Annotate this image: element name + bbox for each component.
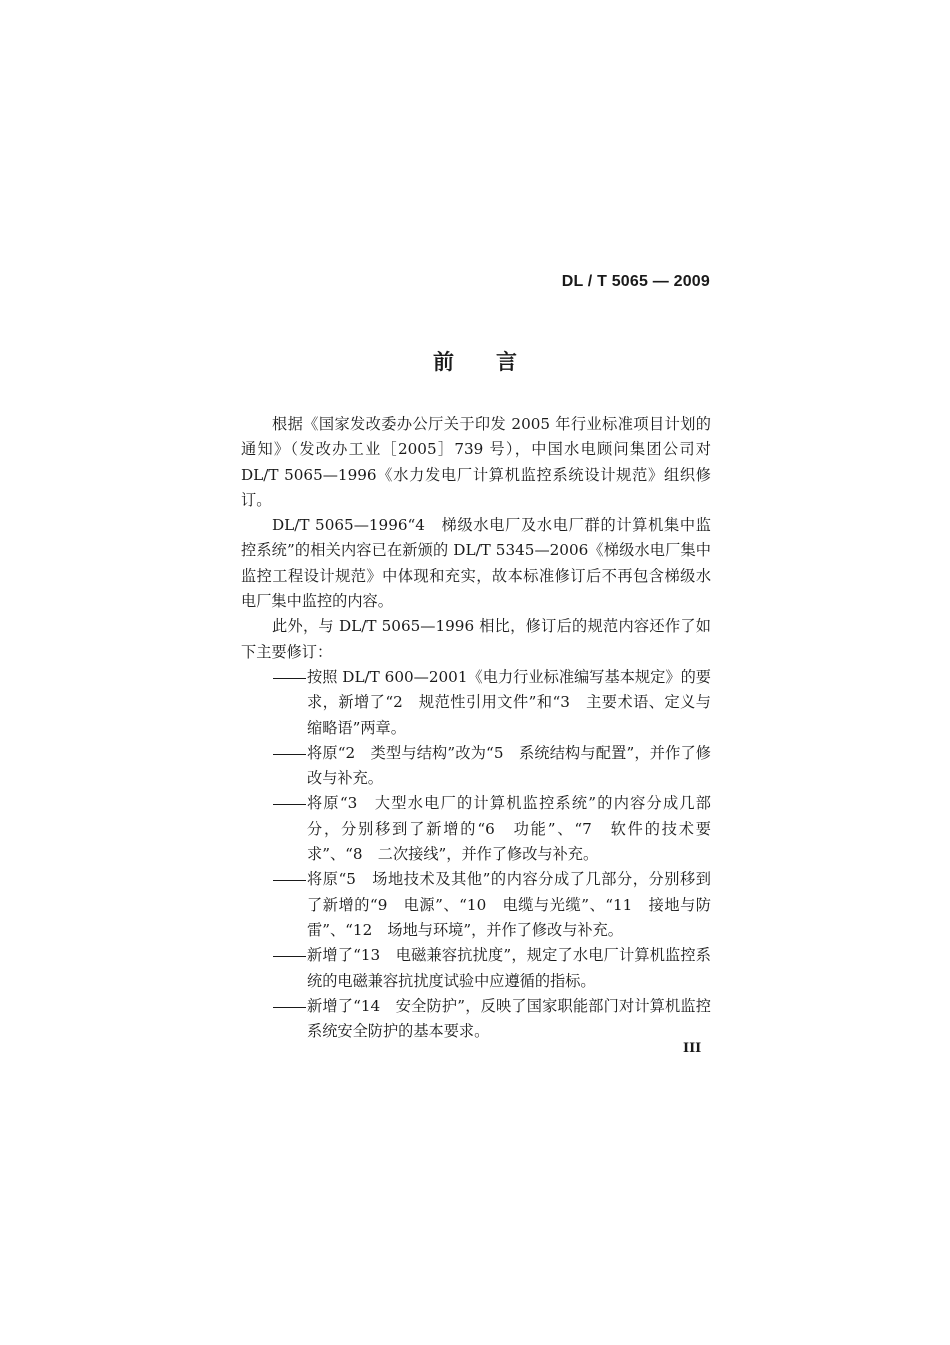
list-item-text: 新增了“13 电磁兼容抗扰度”，规定了水电厂计算机监控系统的电磁兼容抗扰度试验中应遵循的指标。 <box>307 946 711 990</box>
list-item <box>241 943 711 994</box>
page-number: III <box>683 1041 702 1056</box>
list-item <box>241 741 711 792</box>
list-item <box>241 867 711 943</box>
list-item-text: 将原“2 类型与结构”改为“5 系统结构与配置”，并作了修改与补充。 <box>307 743 711 788</box>
paragraph-revisions-intro: 此外，与 DL/T 5065—1996 相比，修订后的规范内容还作了如下主要修订： <box>241 617 711 661</box>
revision-list <box>241 665 711 1044</box>
page-title: 前言 <box>433 350 559 374</box>
list-item <box>241 994 711 1045</box>
list-item-text: 将原“5 场地技术及其他”的内容分成了几部分，分别移到了新增的“9 电源”、“10 电缆与光缆”、“11 接地与防雷”、“12 场地与环境”，并作了修改与补充。 <box>307 870 711 939</box>
paragraph-scope-change: DL/T 5065—1996“4 梯级水电厂及水电厂群的计算机集中监控系统”的相关内容已在新颁的 DL/T 5345—2006《梯级水电厂集中监控工程设计规范》中体现和充实，故本标准修订后不再包含梯级水电厂集中监控的内容。 <box>241 516 711 611</box>
list-item-text: 将原“3 大型水电厂的计算机监控系统”的内容分成几部分，分别移到了新增的“6 功能”、“7 软件的技术要求”、“8 二次接线”，并作了修改与补充。 <box>307 794 711 864</box>
list-item-text: 按照 DL/T 600—2001《电力行业标准编写基本规定》的要求，新增了“2 规范性引用文件”和“3 主要术语、定义与缩略语”两章。 <box>307 667 711 737</box>
list-item <box>241 791 711 867</box>
body-text <box>241 412 711 1044</box>
standard-code: DL / T 5065 — 2009 <box>561 273 710 290</box>
list-item <box>241 665 711 741</box>
paragraph-basis: 根据《国家发改委办公厅关于印发 2005 年行业标准项目计划的通知》（发改办工业［2005］739 号），中国水电顾问集团公司对 DL/T 5065—1996《水力发电厂计算机监控系统设计规范》组织修订。 <box>241 415 711 509</box>
list-item-text: 新增了“14 安全防护”，反映了国家职能部门对计算机监控系统安全防护的基本要求。 <box>307 996 711 1041</box>
